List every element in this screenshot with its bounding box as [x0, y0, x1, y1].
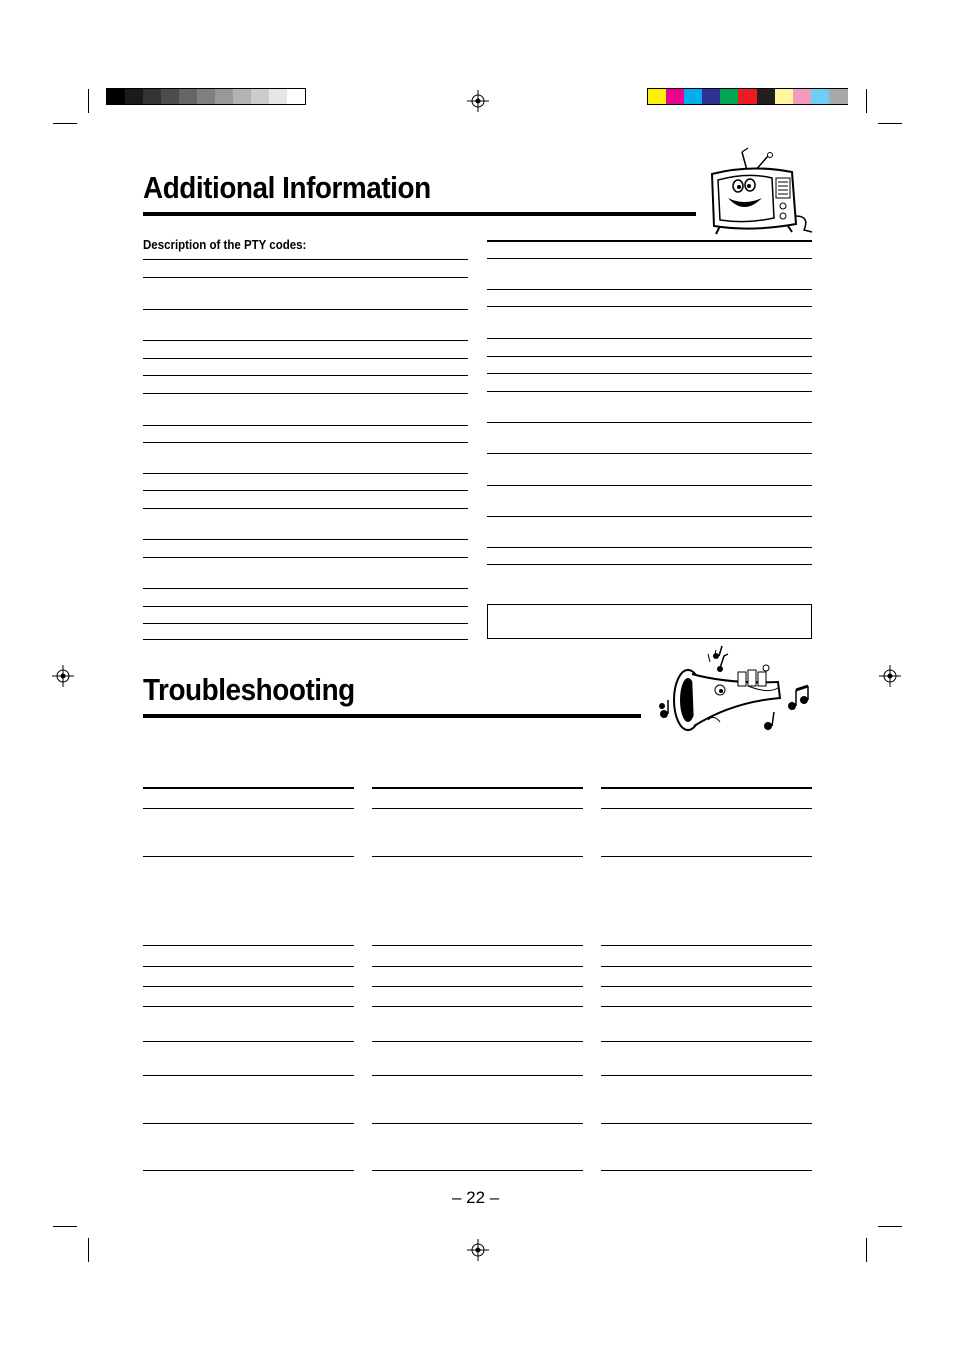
table-rule — [143, 966, 354, 967]
table-rule — [143, 856, 354, 857]
color-swatch — [793, 89, 812, 104]
table-rule — [601, 1170, 812, 1171]
page-number: – 22 – — [452, 1188, 500, 1207]
color-swatch — [666, 89, 685, 104]
table-rule — [487, 422, 812, 423]
color-swatch — [738, 89, 757, 104]
gray-scale-bar — [106, 88, 306, 105]
section-title-additional-information: Additional Information — [143, 170, 431, 205]
table-rule — [372, 808, 583, 809]
registration-mark-icon — [467, 90, 489, 112]
table-rule — [487, 516, 812, 517]
table-rule — [143, 442, 468, 443]
registration-mark-icon — [467, 1239, 489, 1261]
table-rule — [487, 356, 812, 357]
crop-mark — [88, 89, 89, 113]
section-title-troubleshooting: Troubleshooting — [143, 672, 355, 707]
table-rule-thick — [487, 240, 812, 242]
table-rule — [487, 485, 812, 486]
cartoon-tv-icon — [700, 146, 816, 240]
table-rule — [601, 1006, 812, 1007]
registration-mark-icon — [879, 665, 901, 687]
table-rule — [372, 945, 583, 946]
table-rule — [143, 277, 468, 278]
table-rule — [143, 490, 468, 491]
title-rule — [143, 212, 696, 216]
color-swatch — [125, 89, 143, 104]
table-rule — [143, 557, 468, 558]
table-rule — [487, 306, 812, 307]
table-rule — [601, 966, 812, 967]
crop-mark — [53, 123, 77, 124]
table-rule-thick — [372, 787, 583, 789]
table-rule — [143, 1041, 354, 1042]
pty-codes-subheading: Description of the PTY codes: — [143, 238, 307, 252]
table-rule — [487, 373, 812, 374]
color-swatch — [720, 89, 739, 104]
color-swatch — [251, 89, 269, 104]
table-rule — [487, 289, 812, 290]
title-rule — [143, 714, 641, 718]
note-box — [487, 604, 812, 639]
table-rule — [143, 606, 468, 607]
table-rule — [143, 1170, 354, 1171]
table-rule-thick — [143, 787, 354, 789]
table-rule — [372, 1170, 583, 1171]
color-swatch — [829, 89, 848, 104]
table-rule — [487, 391, 812, 392]
table-rule — [372, 856, 583, 857]
color-swatch — [107, 89, 125, 104]
table-rule — [143, 588, 468, 589]
table-rule — [143, 639, 468, 640]
table-rule — [143, 473, 468, 474]
table-rule — [143, 623, 468, 624]
color-swatch — [233, 89, 251, 104]
table-rule — [143, 259, 468, 260]
table-rule — [372, 986, 583, 987]
table-rule — [143, 945, 354, 946]
color-swatch — [197, 89, 215, 104]
table-rule — [143, 539, 468, 540]
crop-mark — [878, 1226, 902, 1227]
registration-mark-icon — [52, 665, 74, 687]
table-rule — [487, 564, 812, 565]
color-swatch — [161, 89, 179, 104]
color-swatch — [757, 89, 776, 104]
color-swatch — [143, 89, 161, 104]
table-rule — [143, 425, 468, 426]
table-rule — [143, 808, 354, 809]
table-rule — [601, 808, 812, 809]
table-rule — [372, 1123, 583, 1124]
table-rule — [372, 1075, 583, 1076]
table-rule — [601, 856, 812, 857]
crop-mark — [866, 1238, 867, 1262]
table-rule — [143, 986, 354, 987]
crop-mark — [53, 1226, 77, 1227]
table-rule — [143, 1075, 354, 1076]
table-rule — [487, 338, 812, 339]
color-swatch — [775, 89, 794, 104]
table-rule — [487, 547, 812, 548]
table-rule — [601, 1075, 812, 1076]
crop-mark — [88, 1238, 89, 1262]
color-swatch — [811, 89, 830, 104]
color-swatch — [287, 89, 305, 104]
color-swatch — [648, 89, 667, 104]
table-rule — [143, 393, 468, 394]
table-rule — [143, 309, 468, 310]
cartoon-trumpet-icon — [648, 644, 816, 736]
table-rule — [601, 1041, 812, 1042]
table-rule — [487, 258, 812, 259]
color-swatch — [269, 89, 287, 104]
table-rule — [143, 1006, 354, 1007]
table-rule — [601, 986, 812, 987]
color-swatch — [684, 89, 703, 104]
table-rule — [143, 358, 468, 359]
color-swatch — [702, 89, 721, 104]
table-rule-thick — [601, 787, 812, 789]
table-rule — [372, 1006, 583, 1007]
table-rule — [372, 966, 583, 967]
crop-mark — [878, 123, 902, 124]
table-rule — [143, 340, 468, 341]
table-rule — [143, 508, 468, 509]
table-rule — [372, 1041, 583, 1042]
table-rule — [143, 1123, 354, 1124]
table-rule — [487, 453, 812, 454]
table-rule — [601, 1123, 812, 1124]
table-rule — [601, 945, 812, 946]
color-bar — [647, 88, 848, 105]
table-rule — [143, 375, 468, 376]
color-swatch — [215, 89, 233, 104]
color-swatch — [179, 89, 197, 104]
crop-mark — [866, 89, 867, 113]
